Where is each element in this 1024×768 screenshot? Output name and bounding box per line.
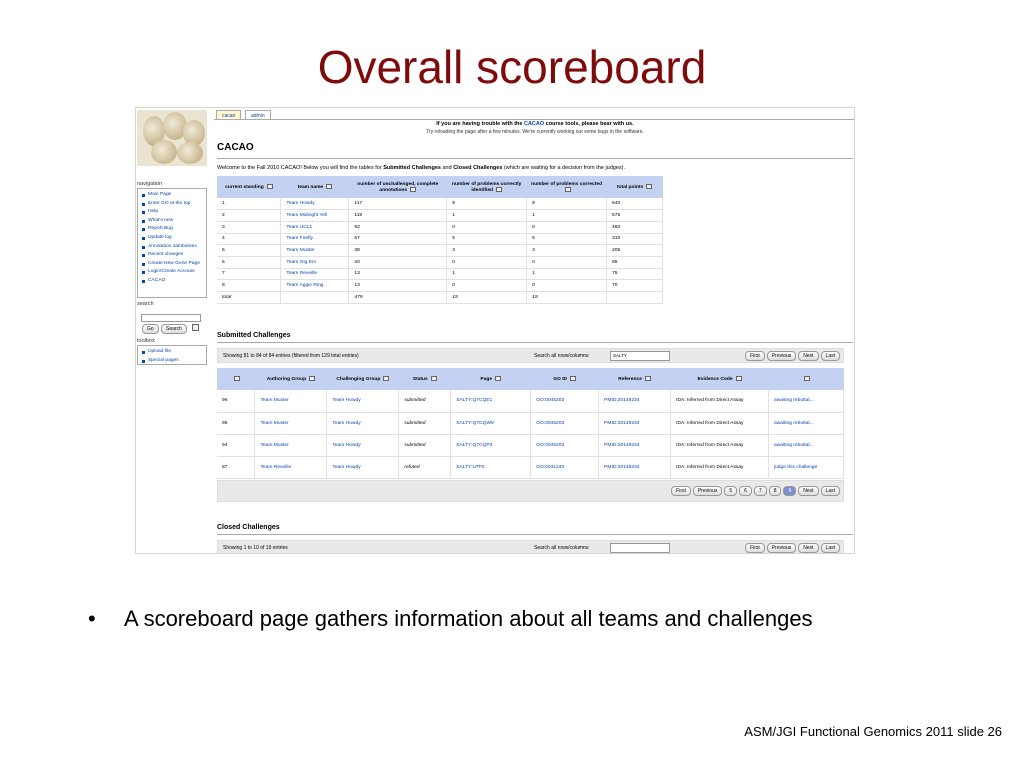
challenge-column-header[interactable] bbox=[531, 368, 599, 390]
welcome-bold-1: Submitted Challenges bbox=[383, 165, 441, 171]
closed-challenges-heading: Closed Challenges bbox=[217, 524, 280, 531]
scoreboard-cell: 3 bbox=[527, 245, 607, 257]
scoreboard-cell: 1 bbox=[447, 210, 527, 222]
scoreboard-row bbox=[217, 233, 663, 245]
welcome-post: (which are waiting for a decision from the judges). bbox=[502, 165, 626, 171]
pager-button[interactable]: Previous bbox=[767, 543, 796, 553]
scoreboard-row bbox=[217, 256, 663, 268]
scoreboard-cell: 9 bbox=[527, 198, 607, 210]
scoreboard-row bbox=[217, 245, 663, 257]
scoreboard-row bbox=[217, 210, 663, 222]
sort-icon[interactable] bbox=[496, 187, 502, 192]
welcome-bold-2: Closed Challenges bbox=[453, 165, 503, 171]
scoreboard-total-cell bbox=[607, 292, 663, 304]
scoreboard-cell: 640 bbox=[607, 198, 663, 210]
submitted-challenges-table bbox=[217, 368, 844, 479]
bullet-point bbox=[88, 606, 813, 632]
scoreboard-total-cell: total bbox=[217, 292, 281, 304]
scoreboard-total-cell: 479 bbox=[349, 292, 447, 304]
challenge-link[interactable]: SALTY:Q7CQP3 bbox=[451, 434, 531, 456]
sidebar-nav-item[interactable]: Update log bbox=[141, 234, 203, 243]
scoreboard-cell: 460 bbox=[607, 221, 663, 233]
pager-button[interactable]: 5 bbox=[724, 486, 737, 496]
challenge-cell: 95 bbox=[217, 412, 255, 434]
challenge-link[interactable]: SALTY:Q7CQE1 bbox=[451, 390, 531, 412]
notice-cacao-link[interactable]: CACAO bbox=[523, 121, 545, 127]
column-header-label: Status bbox=[412, 376, 428, 382]
column-header-label: number of unchallenged, complete annotations bbox=[357, 181, 439, 193]
welcome-pre: Welcome to the Fall 2010 CACAO! Below you will find the tables for bbox=[217, 165, 384, 171]
scoreboard-column-header[interactable] bbox=[217, 176, 281, 198]
pager-button[interactable]: Last bbox=[821, 486, 840, 496]
challenge-cell: IDA: Inferred from Direct Assay bbox=[671, 412, 769, 434]
column-header-label: current standing bbox=[225, 184, 264, 190]
submitted-pager-top bbox=[743, 351, 840, 361]
challenge-column-header[interactable] bbox=[399, 368, 451, 390]
team-name-link[interactable]: Team Reveille bbox=[281, 268, 349, 280]
bullet-icon: • bbox=[88, 606, 96, 631]
challenge-link[interactable]: Team Howdy bbox=[327, 434, 399, 456]
challenge-cell: submitted bbox=[399, 390, 451, 412]
scoreboard-cell: 2 bbox=[217, 210, 281, 222]
sidebar-toolbox-item[interactable]: Special pages bbox=[141, 357, 203, 366]
scoreboard-cell: 7 bbox=[217, 268, 281, 280]
scoreboard-cell: 20 bbox=[349, 256, 447, 268]
scoreboard-table bbox=[217, 176, 663, 304]
scoreboard-cell: 205 bbox=[607, 245, 663, 257]
scoreboard-total-cell bbox=[281, 292, 349, 304]
sort-icon[interactable] bbox=[565, 187, 571, 192]
challenge-column-header[interactable] bbox=[217, 368, 255, 390]
bullet-text: A scoreboard page gathers information about all teams and challenges bbox=[124, 606, 813, 631]
sort-icon[interactable] bbox=[570, 376, 576, 381]
submitted-toolbar bbox=[217, 348, 844, 363]
challenge-link[interactable]: SALTY:LPP2 bbox=[451, 456, 531, 478]
site-logo[interactable] bbox=[137, 110, 207, 166]
scoreboard-column-header[interactable] bbox=[447, 176, 527, 198]
scoreboard-cell: 4 bbox=[217, 233, 281, 245]
submitted-challenges-heading: Submitted Challenges bbox=[217, 332, 291, 339]
pager-button[interactable]: Last bbox=[821, 543, 840, 553]
sidebar-nav-item[interactable]: Login/Create Account bbox=[141, 268, 203, 277]
scoreboard-cell: 8 bbox=[217, 280, 281, 292]
challenge-link[interactable]: awaiting rebuttal... bbox=[768, 434, 843, 456]
scoreboard-cell: 1 bbox=[527, 210, 607, 222]
scoreboard-cell: 5 bbox=[527, 233, 607, 245]
scoreboard-column-header[interactable] bbox=[281, 176, 349, 198]
scoreboard-cell: 9 bbox=[447, 198, 527, 210]
toolbox-heading: toolbox bbox=[137, 338, 155, 344]
scoreboard-cell: 13 bbox=[349, 280, 447, 292]
challenge-cell: submitted bbox=[399, 434, 451, 456]
challenge-cell: IDA: Inferred from Direct Assay bbox=[671, 434, 769, 456]
scoreboard-cell: 1 bbox=[217, 198, 281, 210]
challenge-column-header[interactable] bbox=[255, 368, 327, 390]
scoreboard-cell: 92 bbox=[349, 221, 447, 233]
scoreboard-cell: 575 bbox=[607, 210, 663, 222]
challenge-link[interactable]: Team Muster bbox=[255, 390, 327, 412]
scoreboard-row bbox=[217, 280, 663, 292]
challenge-column-header[interactable] bbox=[599, 368, 671, 390]
scoreboard-cell: 0 bbox=[447, 221, 527, 233]
team-name-link[interactable]: Team Gig Em bbox=[281, 256, 349, 268]
notice-line-1 bbox=[214, 121, 855, 127]
submitted-pager-bottom bbox=[669, 486, 840, 496]
scoreboard-cell: 85 bbox=[607, 256, 663, 268]
sort-icon[interactable] bbox=[646, 184, 652, 189]
column-header-label: Evidence Code bbox=[697, 376, 733, 382]
sidebar-search-input[interactable] bbox=[141, 314, 201, 322]
closed-search-input[interactable] bbox=[610, 543, 670, 553]
sort-icon[interactable] bbox=[410, 187, 416, 192]
challenge-row bbox=[217, 412, 844, 434]
sidebar-nav-item[interactable]: Annotation Jamborees bbox=[141, 243, 203, 252]
pager-button[interactable]: Last bbox=[821, 351, 840, 361]
sidebar-nav-item[interactable]: Create New Gene Page bbox=[141, 260, 203, 269]
column-header-label: GO ID bbox=[553, 376, 568, 382]
slide-title: Overall scoreboard bbox=[317, 41, 707, 93]
challenge-cell: 87 bbox=[217, 456, 255, 478]
submitted-footer-bar bbox=[217, 480, 844, 502]
submitted-search-label: Search all rows/columns: bbox=[534, 353, 590, 359]
pager-button[interactable]: Previous bbox=[693, 486, 722, 496]
challenge-link[interactable]: GO:0031240 bbox=[531, 456, 599, 478]
submitted-search-input[interactable]: SALTY bbox=[610, 351, 670, 361]
challenge-cell: IDA: Inferred from Direct Assay bbox=[671, 456, 769, 478]
column-header-label: number of problems corrected bbox=[531, 181, 603, 187]
title-divider bbox=[217, 158, 853, 159]
team-name-link[interactable]: Team UCL1 bbox=[281, 221, 349, 233]
challenge-link[interactable]: Team Reveille bbox=[255, 456, 327, 478]
challenge-row bbox=[217, 434, 844, 456]
scoreboard-cell: 1 bbox=[447, 268, 527, 280]
search-heading: search bbox=[137, 301, 154, 307]
challenge-cell: submitted bbox=[399, 412, 451, 434]
scoreboard-cell: 117 bbox=[349, 198, 447, 210]
challenge-link[interactable]: SALTY:Q7CQW9 bbox=[451, 412, 531, 434]
team-name-link[interactable]: Team Muster bbox=[281, 245, 349, 257]
sort-icon[interactable] bbox=[736, 376, 742, 381]
challenge-link[interactable]: awaiting rebuttal... bbox=[768, 390, 843, 412]
navigation-portlet bbox=[137, 188, 207, 298]
search-options-icon[interactable] bbox=[192, 324, 199, 331]
sort-icon[interactable] bbox=[267, 184, 273, 189]
scoreboard-row bbox=[217, 198, 663, 210]
sidebar-nav-item[interactable]: Report Bug bbox=[141, 225, 203, 234]
challenge-link[interactable]: Team Howdy bbox=[327, 456, 399, 478]
scoreboard-cell: 70 bbox=[607, 280, 663, 292]
scoreboard-row bbox=[217, 268, 663, 280]
challenge-link[interactable]: GO:0045203 bbox=[531, 412, 599, 434]
closed-pager bbox=[743, 543, 840, 553]
sort-icon[interactable] bbox=[495, 376, 501, 381]
scoreboard-cell: 38 bbox=[349, 245, 447, 257]
challenge-link[interactable]: Team Muster bbox=[255, 412, 327, 434]
closed-toolbar bbox=[217, 540, 844, 554]
scoreboard-cell: 1 bbox=[527, 268, 607, 280]
sort-icon[interactable] bbox=[309, 376, 315, 381]
search-button[interactable]: Search bbox=[161, 324, 187, 334]
main-content bbox=[214, 108, 855, 554]
scoreboard-cell: 0 bbox=[527, 256, 607, 268]
closed-search-label: Search all rows/columns: bbox=[534, 545, 590, 551]
challenge-cell: IDA: Inferred from Direct Assay bbox=[671, 390, 769, 412]
pager-button[interactable]: First bbox=[671, 486, 691, 496]
column-header-label: total points bbox=[616, 184, 644, 190]
page-title: CACAO bbox=[217, 142, 254, 153]
notice-line-2: Try reloading the page after a few minutes. We're currently working out some bugs in the software. bbox=[426, 129, 644, 135]
toolbox-portlet bbox=[137, 345, 207, 365]
pager-button[interactable]: Next bbox=[798, 486, 818, 496]
column-header-label: Page bbox=[480, 376, 493, 382]
team-name-link[interactable]: Team Aggie Ring bbox=[281, 280, 349, 292]
scoreboard-cell: 0 bbox=[447, 280, 527, 292]
challenge-link[interactable]: awaiting rebuttal... bbox=[768, 412, 843, 434]
navigation-heading: navigation bbox=[137, 181, 163, 187]
welcome-text bbox=[217, 165, 625, 171]
challenge-row bbox=[217, 456, 844, 478]
challenge-link[interactable]: PMID:20149234 bbox=[599, 390, 671, 412]
scoreboard-row bbox=[217, 221, 663, 233]
challenge-link[interactable]: Team Howdy bbox=[327, 390, 399, 412]
scoreboard-cell: 75 bbox=[607, 268, 663, 280]
challenge-cell: refuted bbox=[399, 456, 451, 478]
submitted-divider bbox=[217, 342, 853, 343]
challenge-link[interactable]: PMID:20149234 bbox=[599, 412, 671, 434]
challenge-link[interactable]: Team Howdy bbox=[327, 412, 399, 434]
tab-cacao[interactable]: cacao bbox=[216, 110, 241, 120]
sidebar-nav-item[interactable]: Help bbox=[141, 208, 203, 217]
sidebar-nav-item[interactable]: Recent changes bbox=[141, 251, 203, 260]
sidebar-toolbox-item[interactable]: Upload file bbox=[141, 348, 203, 357]
scoreboard-cell: 57 bbox=[349, 233, 447, 245]
sort-icon[interactable] bbox=[431, 376, 437, 381]
team-name-link[interactable]: Team Firefly bbox=[281, 233, 349, 245]
challenge-row bbox=[217, 390, 844, 412]
scoreboard-cell: 310 bbox=[607, 233, 663, 245]
sort-icon[interactable] bbox=[645, 376, 651, 381]
challenge-link[interactable]: GO:0045203 bbox=[531, 390, 599, 412]
scoreboard-cell: 3 bbox=[447, 245, 527, 257]
scoreboard-cell: 3 bbox=[217, 221, 281, 233]
challenge-link[interactable]: GO:0045203 bbox=[531, 434, 599, 456]
pager-button[interactable]: 9 bbox=[783, 486, 796, 496]
scoreboard-cell: 6 bbox=[217, 256, 281, 268]
sidebar-nav-item[interactable]: Main Page bbox=[141, 191, 203, 200]
tab-admin[interactable]: admin bbox=[245, 110, 271, 120]
scoreboard-column-header[interactable] bbox=[527, 176, 607, 198]
sidebar bbox=[136, 108, 210, 554]
pager-button[interactable]: 6 bbox=[739, 486, 752, 496]
scoreboard-cell: 119 bbox=[349, 210, 447, 222]
pager-button[interactable]: 8 bbox=[769, 486, 782, 496]
challenge-column-header[interactable] bbox=[768, 368, 843, 390]
sort-icon[interactable] bbox=[326, 184, 332, 189]
scoreboard-total-cell: 19 bbox=[447, 292, 527, 304]
welcome-mid: and bbox=[440, 165, 454, 171]
pager-button[interactable]: 7 bbox=[754, 486, 767, 496]
go-button[interactable]: Go bbox=[142, 324, 159, 334]
column-header-label: Challenging Group bbox=[336, 376, 381, 382]
scoreboard-total-row bbox=[217, 292, 663, 304]
tab-divider bbox=[214, 119, 855, 120]
scoreboard-column-header[interactable] bbox=[349, 176, 447, 198]
scoreboard-cell: 0 bbox=[527, 280, 607, 292]
challenge-cell: 96 bbox=[217, 390, 255, 412]
challenge-link[interactable]: PMID:20149234 bbox=[599, 434, 671, 456]
scoreboard-cell: 0 bbox=[527, 221, 607, 233]
pager-button[interactable]: Next bbox=[798, 351, 818, 361]
challenge-column-header[interactable] bbox=[327, 368, 399, 390]
pager-button[interactable]: First bbox=[745, 351, 765, 361]
notice-text-end: course tools, please bear with us. bbox=[544, 121, 634, 127]
column-header-label: Reference bbox=[618, 376, 642, 382]
challenge-link[interactable]: Team Muster bbox=[255, 434, 327, 456]
pager-button[interactable]: Next bbox=[798, 543, 818, 553]
slide-footer: ASM/JGI Functional Genomics 2011 slide 26 bbox=[744, 724, 1002, 739]
challenge-column-header[interactable] bbox=[451, 368, 531, 390]
sidebar-nav-item[interactable]: CACAO bbox=[141, 277, 203, 286]
pager-button[interactable]: First bbox=[745, 543, 765, 553]
browser-screenshot bbox=[135, 107, 855, 554]
challenge-cell: 94 bbox=[217, 434, 255, 456]
scoreboard-cell: 0 bbox=[447, 256, 527, 268]
challenge-column-header[interactable] bbox=[671, 368, 769, 390]
sort-icon[interactable] bbox=[234, 376, 240, 381]
challenge-link[interactable]: PMID:20149234 bbox=[599, 456, 671, 478]
scoreboard-column-header[interactable] bbox=[607, 176, 663, 198]
notice-text: If you are having trouble with the bbox=[436, 121, 524, 127]
closed-entries-info: Showing 1 to 10 of 19 entries bbox=[223, 545, 288, 551]
column-header-label: team name bbox=[297, 184, 324, 190]
pager-button[interactable]: Previous bbox=[767, 351, 796, 361]
challenge-link[interactable]: judge this challenge bbox=[768, 456, 843, 478]
team-name-link[interactable]: Team Midnight Yell bbox=[281, 210, 349, 222]
sidebar-nav-item[interactable]: Enter GO at the top bbox=[141, 200, 203, 209]
scoreboard-cell: 5 bbox=[217, 245, 281, 257]
team-name-link[interactable]: Team Howdy bbox=[281, 198, 349, 210]
column-header-label: number of problems correctly identified bbox=[452, 181, 522, 193]
sort-icon[interactable] bbox=[383, 376, 389, 381]
scoreboard-total-cell: 19 bbox=[527, 292, 607, 304]
closed-divider bbox=[217, 534, 853, 535]
column-header-label: Authoring Group bbox=[266, 376, 307, 382]
scoreboard-cell: 13 bbox=[349, 268, 447, 280]
sidebar-nav-item[interactable]: What's new bbox=[141, 217, 203, 226]
sort-icon[interactable] bbox=[804, 376, 810, 381]
submitted-entries-info: Showing 81 to 84 of 84 entries (filtered from 129 total entries) bbox=[223, 353, 359, 359]
scoreboard-cell: 5 bbox=[447, 233, 527, 245]
